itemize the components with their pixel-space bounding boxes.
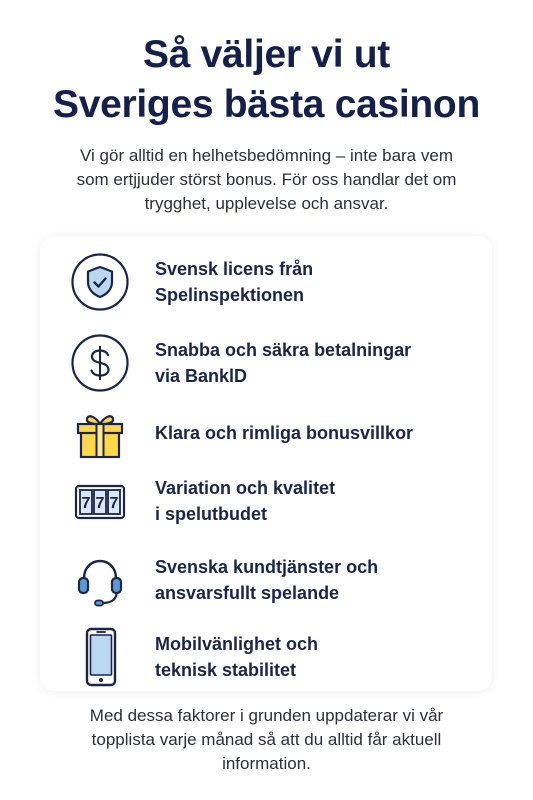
criteria-label-line-1: Klara och rimliga bonusvillkor (155, 423, 414, 443)
intro-line-1: Vi gör alltid en helhetsbedömning – inte bara vem (80, 146, 453, 165)
outro-line-2: topplista varje månad så att du alltid får aktuell (91, 730, 442, 749)
criteria-label-line-1: Snabba och säkra betalningar (155, 340, 412, 360)
outro-line-3: information. (222, 754, 311, 773)
slot-machine-icon (70, 471, 130, 531)
criteria-item-bonus (70, 398, 500, 468)
intro-line-3: trygghet, upplevelse och ansvar. (144, 194, 389, 213)
slot-digit: 7 (109, 495, 119, 512)
criteria-label-line-2: via BanklD (155, 366, 248, 386)
dollar-icon (70, 333, 130, 393)
criteria-label (155, 475, 335, 527)
criteria-label (155, 554, 378, 606)
gift-icon (70, 403, 130, 463)
criteria-label (155, 631, 318, 683)
page-title-line-1: Så väljer vi ut (143, 33, 390, 76)
mobile-phone-icon (70, 627, 130, 687)
criteria-label-line-1: Svenska kundtjänster och (155, 557, 379, 577)
criteria-label-line-2: Spelinspektionen (155, 285, 305, 305)
page-title (0, 30, 533, 130)
criteria-item-license (70, 247, 500, 317)
criteria-item-mobile (70, 622, 500, 692)
criteria-label-line-1: Svensk licens från (155, 259, 314, 279)
slot-digit: 7 (81, 495, 91, 512)
criteria-item-support (70, 545, 500, 615)
intro-text (20, 144, 513, 216)
intro-line-2: som ertjjuder störst bonus. För oss handlar det om (76, 170, 457, 189)
slot-digit: 7 (95, 495, 105, 512)
criteria-label (155, 420, 413, 446)
criteria-label (155, 256, 313, 308)
criteria-label-line-2: teknisk stabilitet (155, 660, 297, 680)
outro-line-1: Med dessa faktorer i grunden uppdaterar vi vår (89, 706, 444, 725)
criteria-label-line-1: Variation och kvalitet (155, 478, 336, 498)
shield-icon (70, 252, 130, 312)
headset-icon (70, 550, 130, 610)
criteria-label (155, 337, 411, 389)
criteria-label-line-2: i spelutbudet (155, 504, 267, 524)
criteria-item-payments (70, 328, 500, 398)
page-title-line-2: Sveriges bästa casinon (53, 83, 480, 126)
criteria-item-games (70, 466, 500, 536)
criteria-label-line-2: ansvarsfullt spelande (155, 583, 340, 603)
criteria-label-line-1: Mobilvänlighet och (155, 634, 319, 654)
outro-text (40, 704, 493, 776)
